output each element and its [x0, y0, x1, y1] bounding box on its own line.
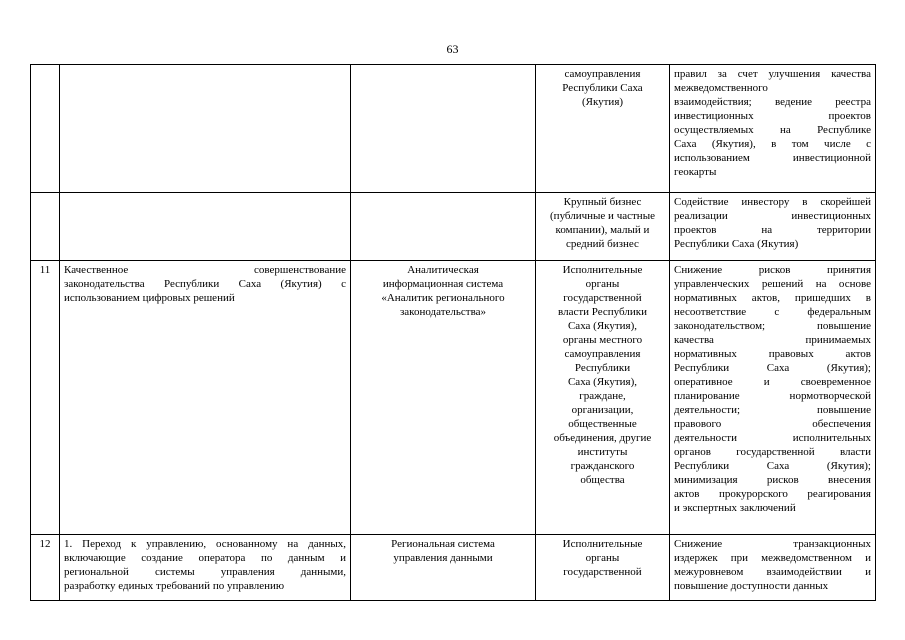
- cell-line: гражданского: [570, 460, 635, 472]
- cell-line: Саха (Якутия),: [567, 320, 638, 332]
- measure-cell: [60, 535, 351, 601]
- row-number: 12: [31, 535, 60, 601]
- row-number: [31, 193, 60, 261]
- cell-line: минимизация рисков внесения: [674, 474, 871, 486]
- system-cell: [351, 193, 536, 261]
- cell-line: Республики Саха (Якутия);: [674, 362, 871, 374]
- system-cell: [351, 535, 536, 601]
- table-row: [31, 65, 876, 193]
- cell-line: Саха (Якутия), в том числе с: [674, 138, 871, 150]
- cell-line: самоуправления: [564, 68, 641, 80]
- cell-line: инвестиционных проектов: [674, 110, 871, 122]
- cell-line: актов прокурорского реагирования: [674, 488, 871, 500]
- cell-line: средний бизнес: [566, 238, 639, 250]
- cell-line: Снижение рисков принятия: [674, 264, 871, 276]
- cell-line: общественные: [568, 418, 637, 430]
- cell-line: разработку единых требований по управлению: [64, 580, 285, 592]
- cell-line: Республики Саха (Якутия);: [674, 460, 871, 472]
- cell-line: оперативное и своевременное: [674, 376, 871, 388]
- cell-line: (Якутия): [581, 96, 624, 108]
- cell-line: органов государственной власти: [674, 446, 871, 458]
- cell-line: «Аналитик регионального: [381, 292, 505, 304]
- cell-line: несоответствие с федеральным: [674, 306, 871, 318]
- participants-cell: [536, 65, 670, 193]
- cell-line: объединения, другие: [553, 432, 652, 444]
- cell-line: издержек при межведомственном и: [674, 552, 871, 564]
- cell-line: взаимодействия; ведение реестра: [674, 96, 871, 108]
- cell-line: организации,: [571, 404, 634, 416]
- cell-line: нормативных правовых актов: [674, 348, 871, 360]
- cell-line: региональной системы управления данными,: [64, 566, 346, 578]
- participants-cell: [536, 535, 670, 601]
- cell-line: Региональная система: [391, 538, 495, 550]
- table-row: [31, 261, 876, 535]
- measure-cell: [60, 65, 351, 193]
- cell-line: использованием инвестиционной: [674, 152, 871, 164]
- cell-line: органы: [585, 552, 620, 564]
- cell-line: государственной: [563, 566, 642, 578]
- cell-line: правового обеспечения: [674, 418, 871, 430]
- cell-line: Снижение транзакционных: [674, 538, 871, 550]
- cell-line: проектов на территории: [674, 224, 871, 236]
- document-table: [30, 64, 876, 601]
- cell-line: Саха (Якутия),: [567, 376, 638, 388]
- cell-line: Качественное совершенствование: [64, 264, 346, 276]
- cell-line: включающие создание оператора по данным и: [64, 552, 346, 564]
- cell-line: межуровневом взаимодействии и: [674, 566, 871, 578]
- effect-cell: [670, 193, 876, 261]
- cell-line: деятельности; повышение: [674, 404, 871, 416]
- effect-cell: [670, 535, 876, 601]
- cell-line: Республики Саха: [562, 82, 643, 94]
- effect-cell: [670, 65, 876, 193]
- cell-line: институты: [577, 446, 628, 458]
- cell-line: компании), малый и: [555, 224, 650, 236]
- table-body: [31, 65, 876, 601]
- cell-line: информационная система: [382, 278, 504, 290]
- cell-line: правил за счет улучшения качества: [674, 68, 871, 80]
- cell-line: законодательством; повышение: [674, 320, 871, 332]
- cell-line: деятельности исполнительных: [674, 432, 871, 444]
- cell-line: Крупный бизнес: [563, 196, 642, 208]
- system-cell: [351, 261, 536, 535]
- cell-line: повышение доступности данных: [674, 580, 829, 592]
- cell-line: Республики: [574, 362, 631, 374]
- row-number: [31, 65, 60, 193]
- cell-line: самоуправления: [564, 348, 641, 360]
- cell-line: законодательства»: [399, 306, 487, 318]
- measure-cell: [60, 261, 351, 535]
- participants-cell: [536, 261, 670, 535]
- measure-cell: [60, 193, 351, 261]
- cell-line: управления данными: [393, 552, 493, 564]
- cell-line: общества: [580, 474, 625, 486]
- cell-line: Исполнительные: [562, 538, 643, 550]
- cell-line: реализации инвестиционных: [674, 210, 871, 222]
- cell-line: качества принимаемых: [674, 334, 871, 346]
- cell-line: использованием цифровых решений: [64, 292, 235, 304]
- system-cell: [351, 65, 536, 193]
- cell-line: планирование нормотворческой: [674, 390, 871, 402]
- cell-line: осуществляемых на Республике: [674, 124, 871, 136]
- cell-line: нормативных актов, пришедших в: [674, 292, 871, 304]
- effect-cell: [670, 261, 876, 535]
- cell-line: межведомственного: [674, 82, 768, 94]
- cell-line: 1. Переход к управлению, основанному на данных,: [64, 538, 346, 550]
- cell-line: управленческих решений на основе: [674, 278, 871, 290]
- cell-line: государственной: [563, 292, 642, 304]
- cell-line: органы местного: [562, 334, 643, 346]
- cell-line: (публичные и частные: [550, 210, 655, 222]
- cell-line: граждане,: [579, 390, 626, 402]
- page-number: 63: [446, 42, 459, 56]
- cell-line: Республики Саха (Якутия): [674, 238, 799, 250]
- table-row: [31, 535, 876, 601]
- table-row: [31, 193, 876, 261]
- cell-line: власти Республики: [558, 306, 647, 318]
- cell-line: органы: [585, 278, 620, 290]
- cell-line: геокарты: [674, 166, 717, 178]
- cell-line: Исполнительные: [562, 264, 643, 276]
- cell-line: законодательства Республики Саха (Якутия) с: [64, 278, 346, 290]
- cell-line: Содействие инвестору в скорейшей: [674, 196, 871, 208]
- participants-cell: [536, 193, 670, 261]
- cell-line: и экспертных заключений: [674, 502, 796, 514]
- row-number: 11: [31, 261, 60, 535]
- cell-line: Аналитическая: [407, 264, 479, 276]
